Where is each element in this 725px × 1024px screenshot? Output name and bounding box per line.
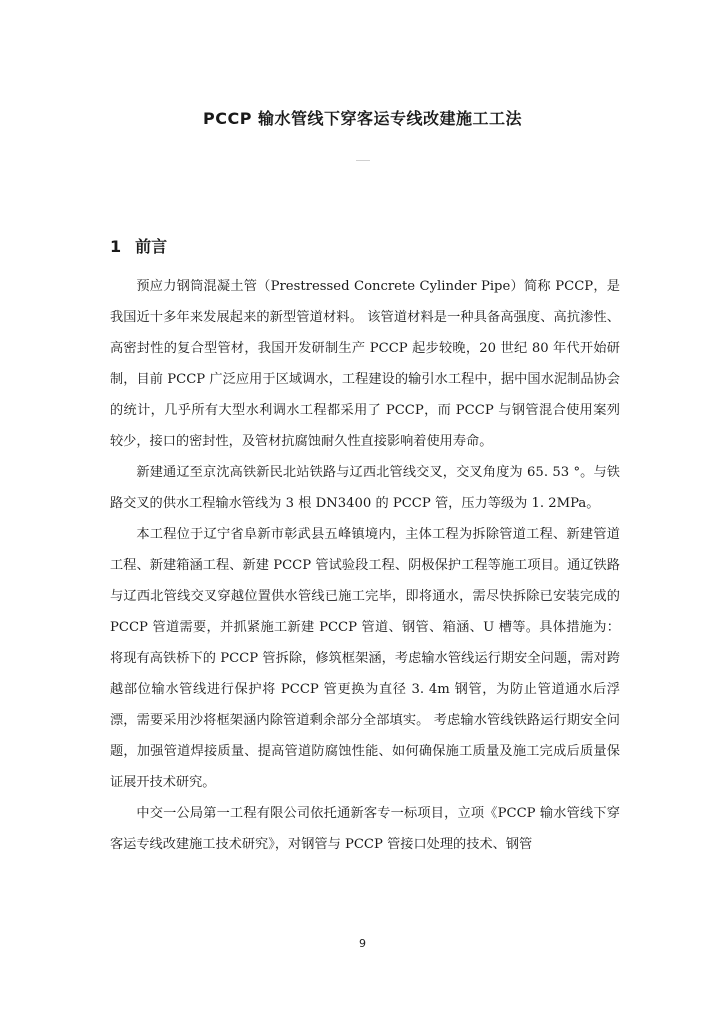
section-heading	[110, 234, 167, 257]
page-number: 9	[359, 937, 366, 950]
section-title: 前言	[135, 237, 168, 256]
title-divider	[356, 160, 370, 161]
body-text	[110, 271, 620, 860]
paragraph-intro: 预应力钢筒混凝土管（Prestressed Concrete Cylinder Pipe）简称 PCCP，是我国近十多年来发展起来的新型管道材料。 该管道材料是一种具备高强度、高抗渗性、高密封性的复合型管材，我国开发研制生产 PCCP 起步较晚，20 世纪 80 年代开始研制，目前 PCCP 广泛应用于区域调水，工程建设的输引水工程中，据中国水泥制品协会的统计，几乎所有大型水利调水工程都采用了 PCCP，而 PCCP 与钢管混合使用案列较少，接口的密封性，及管材抗腐蚀耐久性直接影响着使用寿命。	[110, 279, 620, 449]
document-title: PCCP 输水管线下穿客运专线改建施工工法	[202, 109, 522, 128]
paragraph-project: 本工程位于辽宁省阜新市彰武县五峰镇境内，主体工程为拆除管道工程、新建管道工程、新建箱涵工程、新建 PCCP 管试验段工程、阴极保护工程等施工项目。通辽铁路与辽西北管线交叉穿越位置供水管线已施工完毕，即将通水，需尽快拆除已安装完成的 PCCP 管道需要，并抓紧施工新建 PCCP 管道、钢管、箱涵、U 槽等。具体措施为：将现有高铁桥下的 PCCP 管拆除，修筑框架涵，考虑输水管线运行期安全问题，需对跨越部位输水管线进行保护将 PCCP 管更换为直径 3. 4m 钢管，为防止管道通水后浮漂，需要采用沙将框架涵内除管道剩余部分全部填实。 考虑输水管线铁路运行期安全问题，加强管道焊接质量、提高管道防腐蚀性能、如何确保施工质量及施工完成后质量保证展开技术研究。	[110, 527, 620, 790]
paragraph-crossing: 新建通辽至京沈高铁新民北站铁路与辽西北管线交叉，交叉角度为 65. 53 °。与铁路交叉的供水工程输水管线为 3 根 DN3400 的 PCCP 管，压力等级为 1. 2MPa。	[110, 465, 620, 511]
section-number: 1	[110, 237, 122, 256]
paragraph-research: 中交一公局第一工程有限公司依托通新客专一标项目，立项《PCCP 输水管线下穿客运专线改建施工技术研究》，对钢管与 PCCP 管接口处理的技术、钢管	[110, 806, 620, 852]
